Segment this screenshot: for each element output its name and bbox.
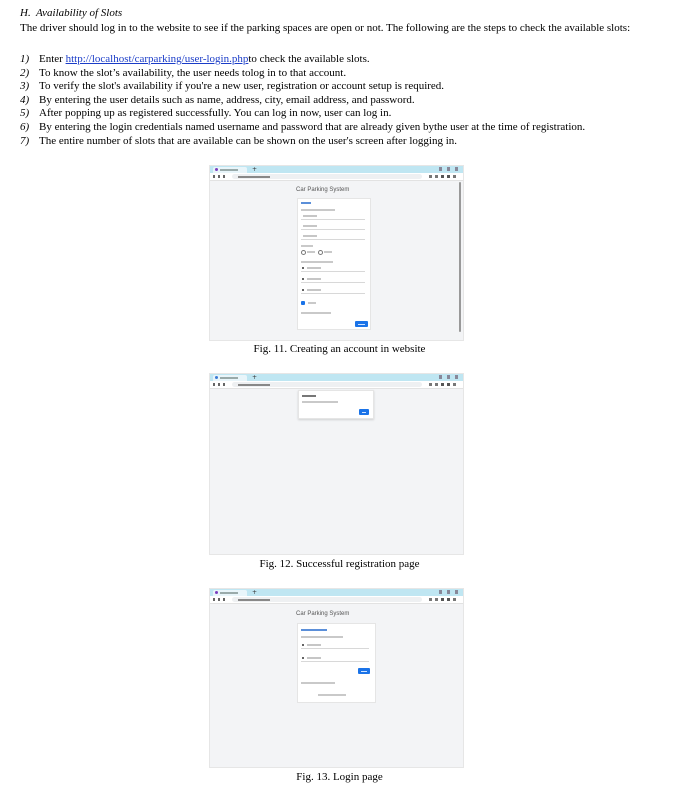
scrollbar	[459, 182, 461, 332]
username-field	[301, 642, 369, 649]
extension-icons	[429, 383, 459, 386]
browser-urlbar	[210, 173, 463, 181]
figure-caption: Fig. 12. Successful registration page	[259, 558, 420, 570]
section-number: H.	[20, 7, 31, 19]
confirm-password-field	[301, 287, 365, 294]
nav-arrows-icon	[213, 175, 229, 178]
gender-radio	[301, 250, 306, 255]
step-number: 2)	[20, 66, 30, 79]
browser-tabbar	[210, 374, 463, 381]
login-button	[358, 668, 370, 674]
submit-button	[355, 321, 368, 327]
step-text: By entering the login credentials named username and password that are already given bythe user at the time of registration.	[39, 120, 586, 133]
figure-login-screenshot	[209, 588, 464, 768]
steps-list	[20, 53, 660, 148]
step-text: The entire number of slots that are available can be shown on the user's screen after logging in.	[39, 134, 458, 147]
login-password-field	[301, 655, 369, 662]
step-text: Enter http://localhost/carparking/user-login.phpto check the available slots.	[39, 53, 370, 65]
new-tab-icon: +	[252, 166, 258, 173]
user-login-link[interactable]: http://localhost/carparking/user-login.php	[65, 53, 249, 65]
app-title: Car Parking System	[296, 611, 350, 617]
ok-button	[359, 409, 369, 415]
section-title: Availability of Slots	[36, 7, 123, 19]
step-item	[20, 67, 660, 81]
nav-arrows-icon	[213, 598, 229, 601]
extension-icons	[429, 175, 459, 178]
browser-urlbar	[210, 596, 463, 604]
figure-caption: Fig. 11. Creating an account in website	[253, 343, 426, 355]
intro-paragraph: The driver should log in to the website to see if the parking spaces are open or not. The following are the steps to check the available slots:	[20, 22, 631, 34]
step-item	[20, 94, 660, 108]
email-field	[301, 265, 365, 272]
address-field	[301, 223, 365, 230]
step-item	[20, 53, 660, 67]
gender-radio	[318, 250, 323, 255]
figure-caption: Fig. 13. Login page	[296, 771, 383, 783]
url-field	[232, 382, 422, 387]
password-field	[301, 276, 365, 283]
step-number: 4)	[20, 93, 30, 106]
step-item	[20, 121, 660, 135]
app-title: Car Parking System	[296, 187, 350, 193]
url-field	[232, 174, 422, 179]
step-item	[20, 135, 660, 149]
step-number: 6)	[20, 120, 30, 133]
browser-urlbar	[210, 381, 463, 389]
nav-arrows-icon	[213, 383, 229, 386]
step-text: By entering the user details such as name, address, city, email address, and password.	[39, 93, 415, 106]
register-form-card	[297, 198, 371, 330]
window-controls-icon	[439, 375, 459, 379]
city-field	[301, 233, 365, 240]
browser-tabbar	[210, 589, 463, 596]
step-item	[20, 107, 660, 121]
step-number: 1)	[20, 53, 30, 65]
step-item	[20, 80, 660, 94]
step-text: To verify the slot's availability if you're a new user, registration or account setup is required.	[39, 80, 445, 93]
window-controls-icon	[439, 167, 459, 171]
login-form-card	[297, 623, 376, 703]
name-field	[301, 213, 365, 220]
new-tab-icon: +	[252, 374, 258, 381]
figure-success-screenshot	[209, 373, 464, 555]
success-popup	[298, 390, 374, 419]
step-number: 7)	[20, 134, 30, 147]
terms-checkbox	[301, 301, 305, 305]
window-controls-icon	[439, 590, 459, 594]
figure-registration-screenshot	[209, 165, 464, 341]
step-number: 3)	[20, 80, 30, 93]
browser-tabbar	[210, 166, 463, 173]
new-tab-icon: +	[252, 589, 258, 596]
section-heading	[20, 7, 122, 19]
step-text: After popping up as registered successfully. You can log in now, user can log in.	[39, 107, 392, 120]
url-field	[232, 597, 422, 602]
step-text: To know the slot’s availability, the user needs tolog in to that account.	[39, 66, 347, 79]
step-number: 5)	[20, 107, 30, 120]
extension-icons	[429, 598, 459, 601]
